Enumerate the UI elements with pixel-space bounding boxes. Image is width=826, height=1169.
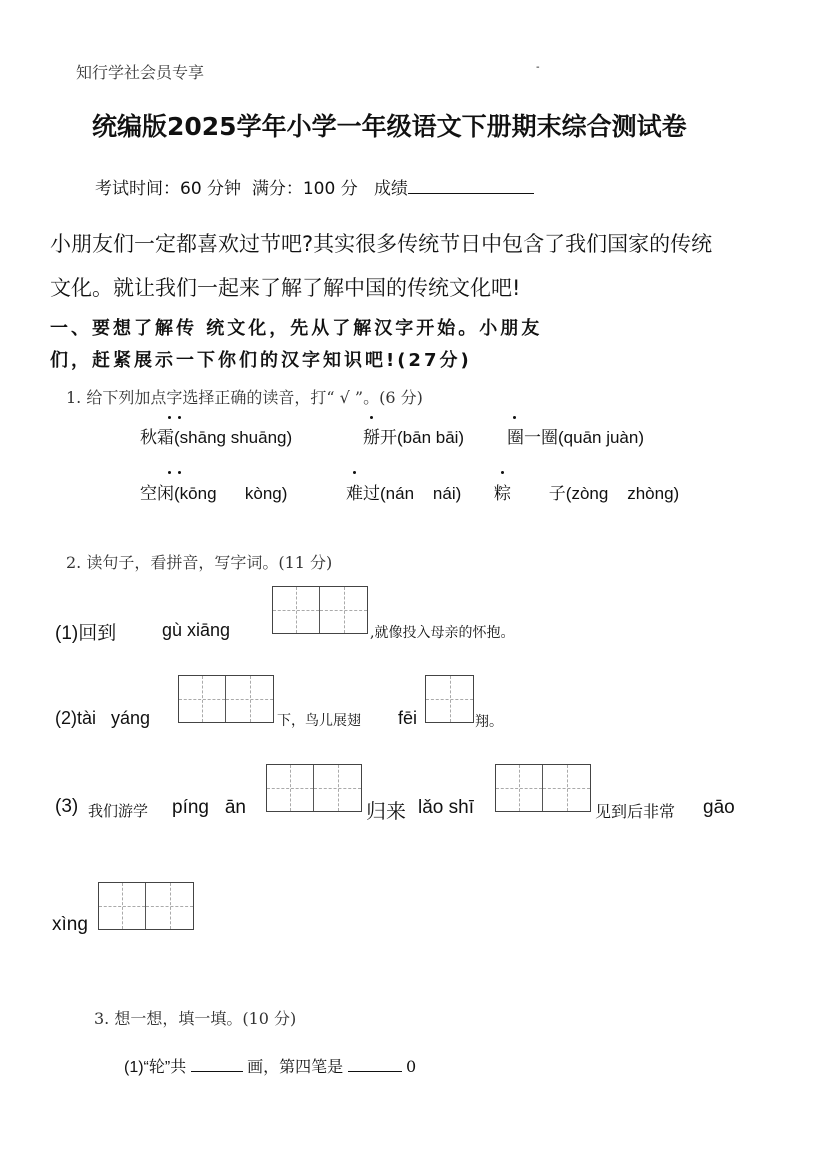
q1-item-qiushuang: 秋霜(shāng shuāng) bbox=[140, 428, 293, 447]
watermark-text: 知行学社会员专享 bbox=[76, 63, 205, 82]
fourth-stroke-blank[interactable] bbox=[348, 1071, 402, 1072]
page-title: 统编版2025学年小学一年级语文下册期末综合测试卷 bbox=[92, 112, 687, 141]
q2-s3-pinyin3: gāo bbox=[703, 797, 735, 818]
q1-item-nanguo: 难过(nán nái) bbox=[346, 484, 462, 503]
score-blank[interactable] bbox=[408, 193, 534, 194]
section-1-heading-1: 一、要想了解传 统文化，先从了解汉字开始。小朋友 bbox=[50, 318, 543, 339]
q2-s1-rest: ,就像投入母亲的怀抱。 bbox=[370, 625, 515, 641]
q2-prompt: 2. 读句子，看拼音，写字词。(11 分) bbox=[66, 553, 333, 572]
q3-item-1a: (1)“轮”共 bbox=[124, 1059, 187, 1076]
exam-info bbox=[95, 174, 534, 199]
writing-grid-guxiang[interactable] bbox=[272, 586, 368, 634]
q2-s3-text: 我们游学 bbox=[88, 802, 149, 820]
q2-s3-pinyin1: píng ān bbox=[172, 797, 246, 818]
q2-s1-label: (1)回到 bbox=[55, 623, 117, 644]
q2-s2-label: (2)tài yáng bbox=[55, 708, 151, 728]
q2-s1-pinyin: gù xiāng bbox=[162, 620, 231, 640]
q2-s3-mid: 归来 bbox=[366, 799, 406, 823]
q2-s3-pinyin4: xìng bbox=[52, 914, 88, 935]
q1-item-quan: 圈一圈(quān juàn) bbox=[507, 428, 645, 447]
q1-prompt: 1. 给下列加点字选择正确的读音，打“ √ ”。(6 分) bbox=[66, 388, 423, 407]
q2-s2-mid: 下，鸟儿展翅 bbox=[277, 713, 361, 729]
q1-item-baikai: 掰开(bān bāi) bbox=[363, 428, 465, 447]
q2-s2-pinyin2: fēi bbox=[398, 708, 418, 728]
q3-prompt: 3. 想一想，填一填。(10 分) bbox=[94, 1009, 297, 1028]
q3-item-1c: 0 bbox=[406, 1057, 417, 1076]
q3-item-1 bbox=[124, 1054, 416, 1077]
writing-grid-gaoxing[interactable] bbox=[98, 882, 194, 930]
intro-line-1: 小朋友们一定都喜欢过节吧?其实很多传统节日中包含了我们国家的传统 bbox=[50, 232, 713, 256]
writing-grid-fei[interactable] bbox=[425, 675, 474, 723]
writing-grid-laoshi[interactable] bbox=[495, 764, 591, 812]
full-score: 满分：100 分 bbox=[251, 179, 358, 199]
writing-grid-pingan[interactable] bbox=[266, 764, 362, 812]
score-label: 成绩 bbox=[373, 179, 408, 199]
stroke-count-blank[interactable] bbox=[191, 1071, 243, 1072]
header-mark: - bbox=[536, 62, 540, 73]
q2-s3-label: (3) bbox=[55, 796, 79, 817]
q1-item-zongzi: 粽 子(zòng zhòng) bbox=[494, 484, 680, 503]
q2-s3-rest: 见到后非常 bbox=[595, 802, 676, 821]
intro-line-2: 文化。就让我们一起来了解了解中国的传统文化吧! bbox=[50, 276, 521, 300]
exam-time: 考试时间：60 分钟 bbox=[95, 179, 242, 199]
q1-item-kongxian: 空闲(kōng kòng) bbox=[140, 484, 288, 503]
q2-s2-rest: 翔。 bbox=[475, 714, 503, 730]
writing-grid-taiyang[interactable] bbox=[178, 675, 274, 723]
section-1-heading-2: 们，赶紧展示一下你们的汉字知识吧!(27分) bbox=[50, 350, 472, 371]
q2-s3-pinyin2: lǎo shī bbox=[418, 797, 474, 818]
q3-item-1b: 画，第四笔是 bbox=[247, 1059, 344, 1076]
